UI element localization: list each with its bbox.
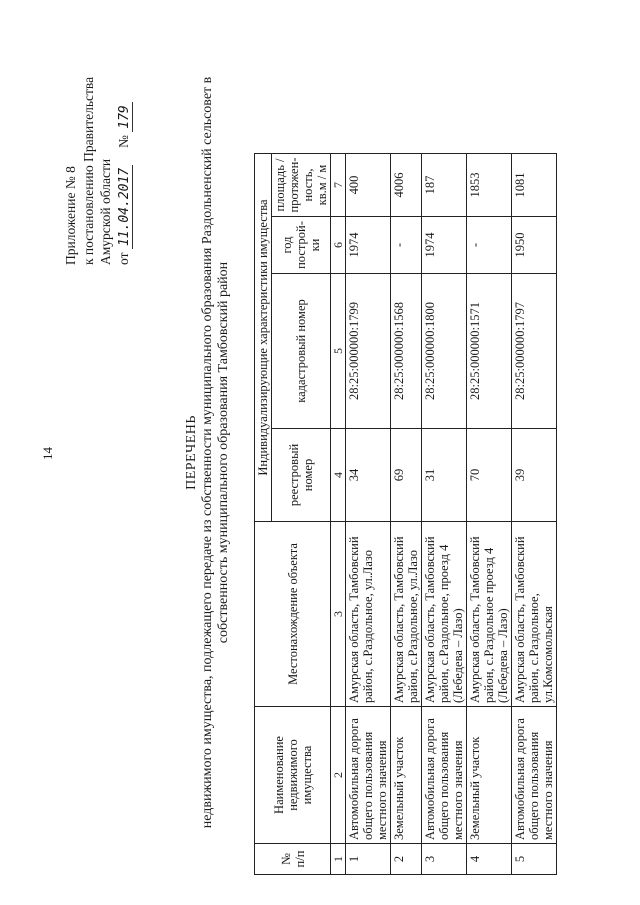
cell-no: 5 [512, 844, 557, 875]
document-title [184, 0, 232, 905]
cell-no: 2 [391, 844, 422, 875]
cell-no: 4 [467, 844, 512, 875]
column-number: 2 [331, 707, 346, 844]
handwritten-number: 179 [117, 102, 133, 131]
cell-name: Земельный участок [391, 707, 422, 844]
header-location: Местонахождение объекта [255, 522, 331, 707]
cell-registry: 39 [512, 429, 557, 522]
cell-year: 1950 [512, 217, 557, 274]
appendix-date-line [115, 25, 134, 265]
appendix-line: Приложение № 8 [63, 166, 78, 265]
cell-location: Амурская область, Тамбовский район, с.Раздольное, ул.Лазо [346, 522, 391, 707]
column-number: 1 [331, 844, 346, 875]
table-row [467, 154, 512, 875]
cell-area: 187 [422, 154, 467, 217]
cell-registry: 70 [467, 429, 512, 522]
cell-area: 1853 [467, 154, 512, 217]
cell-area: 4006 [391, 154, 422, 217]
cell-cadastral: 28:25:000000:1797 [512, 274, 557, 429]
table-row [512, 154, 557, 875]
header-cadastral: кадастровый номер [272, 274, 331, 429]
header-year: год построй-ки [272, 217, 331, 274]
header-registry: реестровый номер [272, 429, 331, 522]
cell-area: 400 [346, 154, 391, 217]
cell-name: Автомобильная дорога общего пользования местного значения [346, 707, 391, 844]
cell-year: 1974 [346, 217, 391, 274]
handwritten-date: 11.04.2017 [117, 165, 133, 249]
cell-location: Амурская область, Тамбовский район, с.Раздольное, проезд 4 (Лебедева – Лазо) [422, 522, 467, 707]
cell-year: 1974 [422, 217, 467, 274]
cell-cadastral: 28:25:000000:1571 [467, 274, 512, 429]
cell-location: Амурская область, Тамбовский район, с.Раздольное, ул.Комсомольская [512, 522, 557, 707]
title-line: недвижимого имущества, подлежащего передаче из собственности муниципального образования Раздольненский сельсовет в [200, 76, 215, 829]
cell-name: Земельный участок [467, 707, 512, 844]
header-area: площадь / протяжен-ность, кв.м / м [272, 154, 331, 217]
page-number: 14 [40, 447, 55, 460]
header-group: Индивидуализирующие характеристики имущества [255, 154, 272, 522]
cell-cadastral: 28:25:000000:1800 [422, 274, 467, 429]
appendix-line: к постановлению Правительства [80, 76, 96, 265]
number-prefix: № [115, 135, 131, 148]
cell-cadastral: 28:25:000000:1799 [346, 274, 391, 429]
cell-cadastral: 28:25:000000:1568 [391, 274, 422, 429]
cell-no: 1 [346, 844, 391, 875]
header-no: № п/п [255, 844, 331, 875]
cell-area: 1081 [512, 154, 557, 217]
table-row [422, 154, 467, 875]
column-number: 3 [331, 522, 346, 707]
cell-location: Амурская область, Тамбовский район, с.Раздольное, ул.Лазо [391, 522, 422, 707]
cell-registry: 34 [346, 429, 391, 522]
header-name: Наименование недвижимого имущества [255, 707, 331, 844]
title-main: ПЕРЕЧЕНЬ [184, 415, 199, 490]
appendix-block [62, 25, 133, 265]
appendix-line: Амурской области [98, 158, 113, 265]
cell-name: Автомобильная дорога общего пользования местного значения [422, 707, 467, 844]
table-row [391, 154, 422, 875]
column-number: 7 [331, 154, 346, 217]
cell-name: Автомобильная дорога общего пользования местного значения [512, 707, 557, 844]
cell-location: Амурская область, Тамбовский район, с.Раздольное проезд 4 (Лебедева – Лазо) [467, 522, 512, 707]
property-table [254, 153, 557, 875]
cell-registry: 69 [391, 429, 422, 522]
date-prefix: от [115, 252, 131, 265]
cell-year: - [391, 217, 422, 274]
table-row [346, 154, 391, 875]
cell-no: 3 [422, 844, 467, 875]
cell-year: - [467, 217, 512, 274]
column-number-row [331, 154, 346, 875]
column-number: 6 [331, 217, 346, 274]
column-number: 4 [331, 429, 346, 522]
cell-registry: 31 [422, 429, 467, 522]
title-line: собственность муниципального образования Тамбовский район [216, 261, 231, 644]
column-number: 5 [331, 274, 346, 429]
